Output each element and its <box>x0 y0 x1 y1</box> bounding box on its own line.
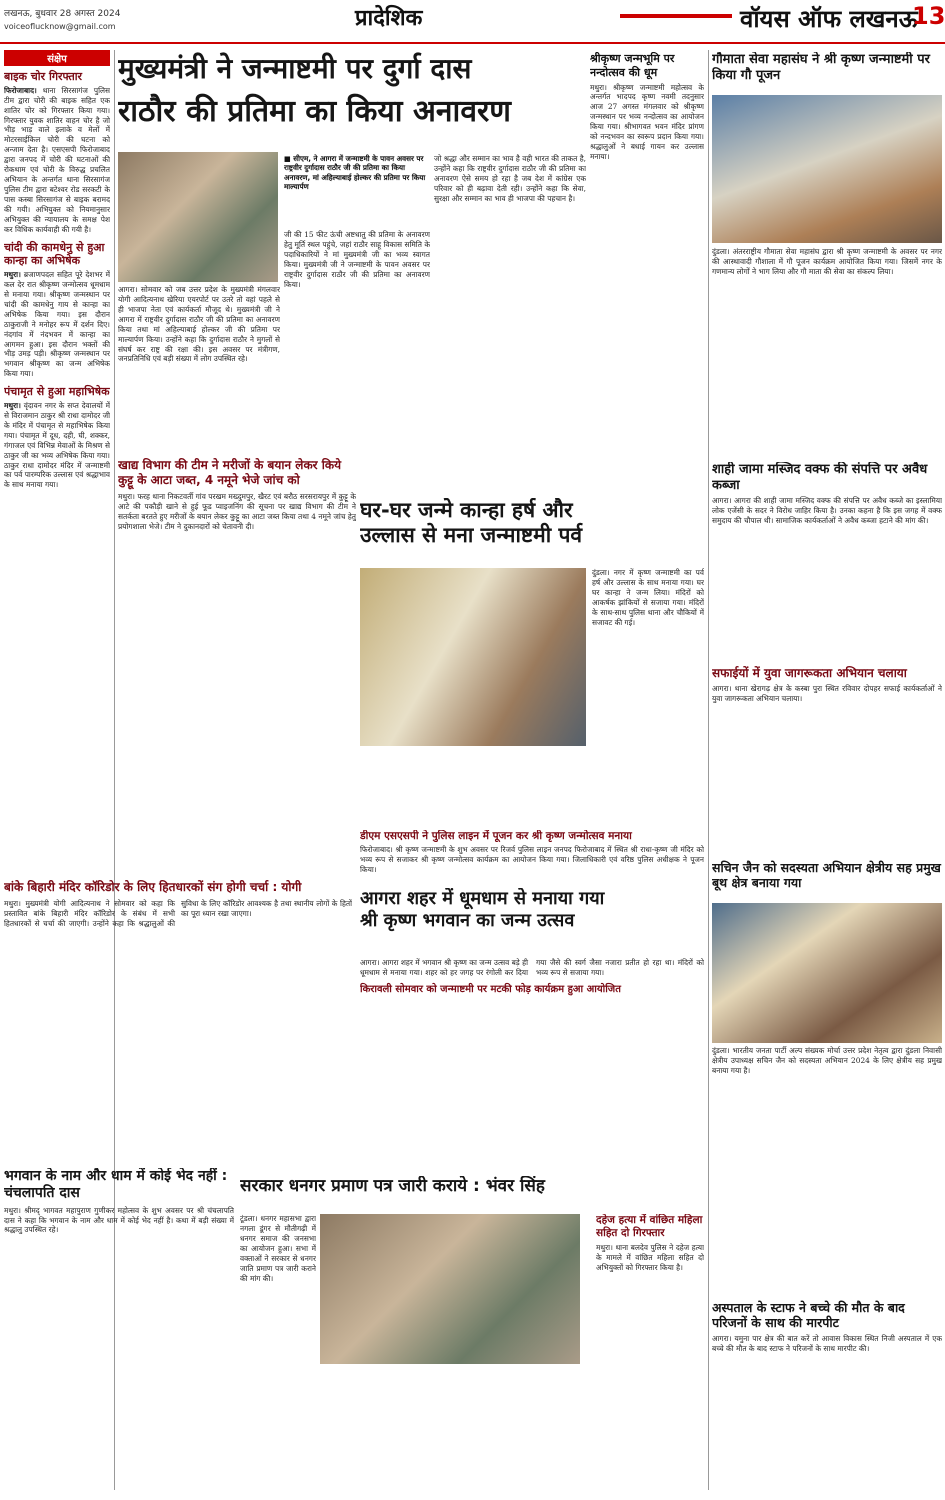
ghar-ghar-line2: उल्लास से मना जन्माष्टमी पर्व <box>360 523 583 548</box>
safai-headline: सफाईयों में युवा जागरूकता अभियान चलाया <box>712 666 907 680</box>
hospital-text: आगरा। यमुना पार क्षेत्र की बात करें तो आवास विकास स्थित निजी अस्पताल में एक बच्चे की मौत के बाद स्टाफ ने परिजनों के साथ मारपीट की। <box>712 1334 942 1353</box>
lead-headline-line2: राठौर की प्रतिमा का किया अनावरण <box>118 93 511 129</box>
gau-pujan-body: दुंडला। अंतरराष्ट्रीय गौमाता सेवा महासंघ द्वारा श्री कृष्ण जन्माष्टमी के अवसर पर नगर की आस्थावादी गौशाला में गौ पूजन कार्यक्रम आयोजित किया गया। जिसमें नगर के गणमान्य लोगों ने भाग लिया और गौ माता की सेवा का संकल्प लिया। <box>712 247 942 276</box>
brief-text: ब्रजाणपदल सहित पूरे देशभर में कल देर रात श्रीकृष्ण जन्मोत्सव धूमधाम से मनाया गया। श्रीकृष्ण जन्मस्थान पर चांदी की कामधेनु गाय से कान्हा का अभिषेक किया गया। इस दौरान ठाकुराजी ने मनोहर रूप में दर्शन दिए। नंदगांव में नंदभवन में कान्हा का आगमन हुआ। इस दौरान भक्तों की भीड़ उमड़ पड़ी। श्रीकृष्ण जन्मस्थान पर भगवान श्रीकृष्ण का जन्म अभिषेक किया गया। <box>4 270 110 379</box>
dhangar-headline <box>240 1176 592 1210</box>
masjid-text: आगरा। आगरा की शाही जामा मस्जिद वक्फ की संपत्ति पर अवैध कब्जे का इस्लामिया लोक एजेंसी के सदर ने विरोध जाहिर किया है। उनका कहना है कि इस जगह में वक्फ समुदाय की चौपाल थी। सामाजिक कार्यकर्ताओं ने अवैध कब्जा हटाने की मांग की। <box>712 496 942 526</box>
paper-name: वॉयस ऑफ लखनऊ <box>740 5 918 33</box>
brief-text: थाना सिरसागंज पुलिस टीम द्वारा चोरी की बाइक सहित एक शातिर चोर को गिरफ्तार किया गया। गिरफ्तार युवक शातिर वाहन चोर है जो भीड़ भाड़ वाले इलाके व मेलों में मोटरसाईकिल चोरी की घटना को अन्जाम देता है। एसएसपी फिरोजाबाद द्वारा जनपद में चोरी की घटनाओं की रोकथाम एवं चोरी के विरुद्ध प्रचलित अभियान के अन्तर्गत थाना सिरसागंज पुलिस टीम द्वारा बटेश्वर रोड सरकटी के पास कस्बा सिरसागंज से बाइक बरामद की गयी। अभियुक्त को नियमानुसार अभियुक्त की न्यायालय के समक्ष पेश कर विधिक कार्यवाही की गयी है। <box>4 85 110 234</box>
sachin-title: सचिन जैन को सदस्यता अभियान क्षेत्रीय सह प्रमुख बूथ क्षेत्र बनाया गया <box>712 860 941 890</box>
dhangar-side-text <box>240 1214 316 1490</box>
yogi-text: मथुरा। मुख्यमंत्री योगी आदित्यनाथ ने सोमवार को कहा कि प्रस्तावित बांके बिहारी मंदिर कॉरिडोर के संबंध में सभी हितधारकों से चर्चा की जाएगी। उन्होंने कहा कि श्रद्धालुओं की सुविधा के लिए कॉरिडोर आवश्यक है तथा स्थानीय लोगों के हितों का पूरा ध्यान रखा जाएगा। <box>4 899 352 928</box>
agra-subhead: किरावली सोमवार को जन्माष्टमी पर मटकी फोड़ कार्यक्रम हुआ आयोजित <box>360 983 621 995</box>
bhagwan-text: मथुरा। श्रीमद् भागवत महापुराण गुणीकर महोत्सव के शुभ अवसर पर श्री चंचलापति दास ने कहा कि भगवान के नाम और धाम में कोई भेद नहीं है। कथा में बड़ी संख्या में श्रद्धालु उपस्थित रहे। <box>4 1205 234 1235</box>
dateline: मथुरा। <box>4 270 21 280</box>
brief-headline: बाइक चोर गिरफ्तार <box>4 70 83 83</box>
section-title: प्रादेशिक <box>355 6 423 31</box>
sachin-body: दुंडला। भारतीय जनता पार्टी अल्प संख्यक मोर्चा उत्तर प्रदेश नेतृत्व द्वारा दुंडला निवासी क्षेत्रीय उपाध्यक्ष सचिन जैन को सदस्यता अभियान 2024 के लिए क्षेत्रीय सह प्रमुख बनाया गया है। <box>712 1046 942 1075</box>
brief-headline: चांदी की कामधेनु से हुआ कान्हा का अभिषेक <box>4 240 105 268</box>
masjid-headline: शाही जामा मस्जिद वक्फ की संपत्ति पर अवैध कब्जा <box>712 462 928 493</box>
sachin-headline <box>712 860 942 902</box>
masthead <box>0 0 945 44</box>
gau-pujan-text <box>712 247 942 457</box>
nandotsav-headline: श्रीकृष्ण जन्मभूमि पर नन्दोत्सव की धूम <box>590 52 675 79</box>
safai-text: आगरा। थाना खेरागढ़ क्षेत्र के कस्बा पुरा स्थित रविवार दोपहर सफाई कार्यकर्ताओं ने युवा जागरूकता अभियान चलाया। <box>712 684 942 703</box>
dhangar-text: टूंडला। धनगर महासभा द्वारा नगला डूंगर से मौतीगढ़ी में धनगर समाज की जनसभा का आयोजन हुआ। सभा में वक्ताओं ने सरकार से धनगर जाति प्रमाण पत्र जारी कराने की मांग की। <box>240 1214 316 1283</box>
dahej-story <box>596 1214 704 1490</box>
ghar-ghar-text: दुंडला। नगर में कृष्ण जन्माष्टमी का पर्व हर्ष और उल्लास के साथ मनाया गया। घर घर कान्हा ने जन्म लिया। मंदिरों को आकर्षक झांकियों से सजाया गया। मंदिरों के साथ-साथ पुलिस थाना और चौकियों में सजावट की गई। <box>592 568 704 627</box>
lead-headline-line1: मुख्यमंत्री ने जन्माष्टमी पर दुर्गा दास <box>118 52 472 85</box>
lead-photo <box>118 152 278 282</box>
agra-line1: आगरा शहर में धूमधाम से मनाया गया <box>360 888 605 909</box>
lead-headline <box>118 52 588 150</box>
col4-story-text: जो श्रद्धा और सम्मान का भाव है वही भारत की ताकत है, उन्होंने कहा कि राष्ट्रवीर दुर्गादास राठौर जी की प्रतिमा का अनावरण ऐसे समय हो रहा है जब देश में कांग्रेस एक परिवार को ही बढ़ावा देती रही। उन्होंने कहा कि सेवा, सुरक्षा और सम्मान का भाव ही भाजपा की पहचान है। <box>434 154 586 203</box>
mid-story-text: मथुरा। फरह थाना निकटवर्ती गांव परखम मख्दुमपुर, खैरट एवं बरौठ सरसरायपुर में कुट्टू के आटे की पकौड़ी खाने से हुई फूड प्वाइजनिंग की सूचना पर खाद्य विभाग की टीम ने सतर्कता बरतते हुए मरीजों के बयान लेकर कुट्टू का आटा जब्त किया तथा 4 नमूने जांच हेतु प्रयोगशाला भेजे। टीम ने दुकानदारों को चेतावनी दी। <box>118 492 356 531</box>
agra-headline <box>360 888 704 954</box>
dhangar-photo <box>320 1214 580 1364</box>
dahej-text: मथुरा। थाना बलदेव पुलिस ने दहेज हत्या के मामले में वांछित महिला सहित दो अभियुक्तों को गिरफ्तार किया है। <box>596 1243 704 1273</box>
bhagwan-story <box>4 1168 234 1492</box>
police-line-headline: डीएम एसएसपी ने पुलिस लाइन में पूजन कर श्री कृष्ण जन्मोत्सव मनाया <box>360 830 632 842</box>
brief-text: वृंदावन नगर के सप्त देवालयों में से विराजमान ठाकुर श्री राधा दामोदर जी के मंदिर में पंचामृत से महाभिषेक किया गया। पंचामृत में दूध, दही, घी, शक्कर, गंगाजल एवं विभिन्न मेवाओं के मिश्रण से ठाकुर जी का भव्य अभिषेक किया गया। ठाकुर राधा दामोदर मंदिर में जन्माष्टमी का पर्व पारम्परिक उल्लास एवं श्रद्धाभाव के साथ मनाया गया। <box>4 400 110 490</box>
dahej-headline: दहेज हत्या में वांछित महिला सहित दो गिरफ्तार <box>596 1214 703 1240</box>
police-line-story <box>360 830 704 882</box>
masjid-story <box>712 462 942 657</box>
gau-pujan-title: गौमाता सेवा महासंघ ने श्री कृष्ण जन्माष्टमी पर किया गौ पूजन <box>712 52 930 83</box>
ghar-ghar-side-text <box>592 568 704 828</box>
hospital-story <box>712 1300 942 1492</box>
nandotsav-text: मथुरा। श्रीकृष्ण जन्माष्टमी महोत्सव के अन्तर्गत भादपद कृष्ण नवमी तदनुसार आज 27 अगस्त मंगलवार को श्रीकृष्ण जन्मस्थान पर भव्य नन्दोत्सव का आयोजन किया गया। श्रीभागवत भवन मंदिर प्रांगण को नन्दभवन का स्वरूप प्रदान किया गया। श्रद्धालुओं ने बधाई गायन कर उल्लास मनाया। <box>590 82 704 161</box>
brief-headline: पंचामृत से हुआ महाभिषेक <box>4 385 110 399</box>
safai-story <box>712 666 942 856</box>
dateline: फिरोजाबाद। <box>4 85 37 95</box>
lead-text <box>118 285 280 445</box>
dateline: मथुरा। <box>4 400 21 410</box>
police-line-text: फिरोजाबाद। श्री कृष्ण जन्माष्टमी के शुभ अवसर पर रिजर्व पुलिस लाइन जनपद फिरोजाबाद में स्थित श्री राधा-कृष्ण जी मंदिर को भव्य रूप से सजाकर श्री कृष्ण जन्मोत्सव कार्यक्रम का आयोजन किया गया। जिलाधिकारी एवं वरिष्ठ पुलिस अधीक्षक ने पूजन किया। <box>360 845 704 874</box>
gau-pujan-photo <box>712 95 942 243</box>
masthead-bar <box>620 14 732 18</box>
mid-story-headline: खाद्य विभाग की टीम ने मरीजों के बयान लेकर किये कुट्टू के आटा जब्त, 4 नमूने भेजे जांच को <box>118 458 342 487</box>
agra-line2: श्री कृष्ण भगवान का जन्म उत्सव <box>360 909 575 931</box>
yogi-headline: बांके बिहारी मंदिर कॉरिडोर के लिए हितधारकों संग होगी चर्चा : योगी <box>4 880 302 894</box>
mid-story <box>118 458 356 878</box>
col3-story-text: जी की 15 फीट ऊंची अष्टधातु की प्रतिमा के अनावरण हेतु मूर्ति स्थल पहुंचे, जहां राठौर साहू विकास समिति के पदाधिकारियों ने मां मुख्यमंत्री जी का भव्य स्वागत किया। मुख्यमंत्री जी ने जन्माष्टमी के पावन अवसर पर राष्ट्रवीर दुर्गादास राठौर जी की प्रतिमा का अनावरण किया। <box>284 230 430 289</box>
col4-text <box>434 154 586 444</box>
contact-email: voiceoflucknow@gmail.com <box>4 22 116 31</box>
sachin-photo <box>712 903 942 1043</box>
col3-text <box>284 230 430 445</box>
lead-highlight <box>284 154 430 226</box>
bhagwan-headline: भगवान के नाम और धाम में कोई भेद नहीं : चंचलापति दास <box>4 1168 228 1201</box>
agra-body <box>360 958 704 1158</box>
lead-highlight-text: ■ सीएम, ने आगरा में जन्माष्टमी के पावन अवसर पर राष्ट्रवीर दुर्गादास राठौर जी की प्रतिमा का किया अनावरण, मां अहिल्याबाई होल्कर की प्रतिमा पर किया माल्यार्पण <box>284 154 426 192</box>
yogi-story <box>4 880 352 1160</box>
issue-date: लखनऊ, बुधवार 28 अगस्त 2024 <box>4 9 121 19</box>
ghar-ghar-photo <box>360 568 586 746</box>
lead-story-text: आगरा। सोमवार को जब उत्तर प्रदेश के मुख्यमंत्री मंगलवार योगी आदित्यनाथ खेरिया एयरपोर्ट पर उतरे तो वहां पहले से ही भाजपा नेता एवं कार्यकर्ता मौजूद थे। मुख्यमंत्री जी ने आगरा में राष्ट्रवीर दुर्गादास राठौर जी की प्रतिमा का अनावरण किया तथा मां अहिल्याबाई होल्कर जी की प्रतिमा पर माल्यार्पण किया। उन्होंने कहा कि दुर्गादास राठौर ने मुगलों से संघर्ष कर राष्ट्र की रक्षा की। इस अवसर पर मंत्रीगण, जनप्रतिनिधि एवं बड़ी संख्या में लोग उपस्थित रहे। <box>118 285 280 364</box>
brief-label: संक्षेप <box>4 50 110 66</box>
gau-pujan-headline <box>712 52 942 92</box>
nandotsav-story <box>590 52 704 452</box>
sachin-text <box>712 1046 942 1276</box>
page-number: 13 <box>912 2 945 30</box>
dhangar-title: सरकार धनगर प्रमाण पत्र जारी कराये : भंवर सिंह <box>240 1176 545 1196</box>
agra-text: आगरा। आगरा शहर में भगवान श्री कृष्ण का जन्म उत्सव बड़े ही धूमधाम से मनाया गया। शहर को हर जगह पर रंगोली कर दिया गया जैसे की स्वर्ग जैसा नजारा प्रतीत हो रहा था। मंदिरों को भव्य रूप से सजाया गया। <box>360 958 704 977</box>
ghar-ghar-line1: घर-घर जन्मे कान्हा हर्ष और <box>360 498 573 522</box>
column-rule <box>708 50 709 1490</box>
brief-column <box>4 50 110 870</box>
ghar-ghar-headline <box>360 498 704 564</box>
hospital-headline: अस्पताल के स्टाफ ने बच्चे की मौत के बाद परिजनों के साथ की मारपीट <box>712 1300 905 1330</box>
